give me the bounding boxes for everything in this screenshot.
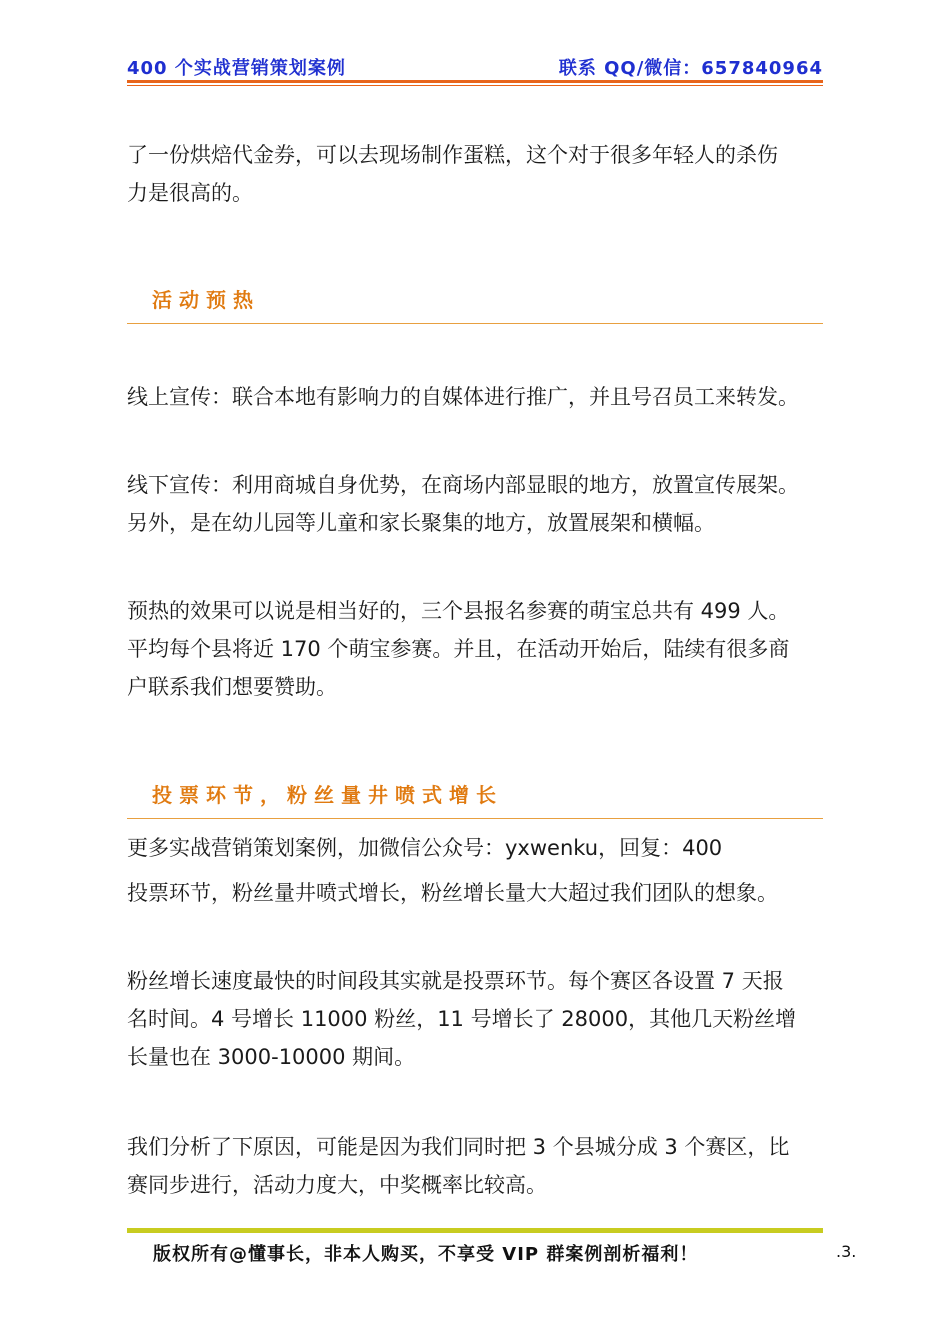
page-number: .3. <box>836 1242 857 1261</box>
text-line: 预热的效果可以说是相当好的，三个县报名参赛的萌宝总共有 499 人。 <box>127 599 790 623</box>
text-line: 另外，是在幼儿园等儿童和家长聚集的地方，放置展架和横幅。 <box>127 511 715 535</box>
text-line: 线下宣传：利用商城自身优势，在商场内部显眼的地方，放置宣传展架。 <box>127 473 799 497</box>
text-line: 投票环节，粉丝量井喷式增长，粉丝增长量大大超过我们团队的想象。 <box>127 881 778 905</box>
section-heading-warmup <box>127 284 823 324</box>
header-rule-thin <box>127 85 823 86</box>
text-line: 名时间。4 号增长 11000 粉丝，11 号增长了 28000，其他几天粉丝增 <box>127 1007 797 1031</box>
page-header <box>127 54 823 90</box>
text-line: 户联系我们想要赞助。 <box>127 675 337 699</box>
text-line: 了一份烘焙代金券，可以去现场制作蛋糕，这个对于很多年轻人的杀伤 <box>127 143 778 167</box>
paragraph-voucher <box>127 136 827 212</box>
header-rule-thick <box>127 80 823 83</box>
section-heading-voting <box>127 779 823 819</box>
paragraph-fan-growth <box>127 962 827 1076</box>
text-line: 粉丝增长速度最快的时间段其实就是投票环节。每个赛区各设置 7 天报 <box>127 969 784 993</box>
footer-rule <box>127 1228 823 1233</box>
text-line: 长量也在 3000-10000 期间。 <box>127 1045 416 1069</box>
text-line: 更多实战营销策划案例，加微信公众号：yxwenku，回复：400 <box>127 836 723 860</box>
paragraph-offline-promo <box>127 466 827 542</box>
paragraph-warmup-result <box>127 592 827 706</box>
section-heading-text: 投票环节，粉丝量井喷式增长 <box>152 783 503 807</box>
section-heading-rule <box>127 818 823 819</box>
header-title: 400 个实战营销策划案例 <box>127 58 346 79</box>
text-line: 我们分析了下原因，可能是因为我们同时把 3 个县城分成 3 个赛区，比 <box>127 1135 790 1159</box>
text-line: 赛同步进行，活动力度大，中奖概率比较高。 <box>127 1173 547 1197</box>
section-heading-rule <box>127 323 823 324</box>
header-contact: 联系 QQ/微信：657840964 <box>558 58 823 79</box>
section-heading-text: 活动预热 <box>152 288 260 312</box>
paragraph-voting-intro <box>127 829 827 912</box>
text-line: 力是很高的。 <box>127 181 253 205</box>
paragraph-analysis <box>127 1128 827 1204</box>
paragraph-online-promo <box>127 378 827 416</box>
text-line: 线上宣传：联合本地有影响力的自媒体进行推广，并且号召员工来转发。 <box>127 385 799 409</box>
text-line: 平均每个县将近 170 个萌宝参赛。并且，在活动开始后，陆续有很多商 <box>127 637 790 661</box>
footer-copyright: 版权所有@懂事长，非本人购买，不享受 VIP 群案例剖析福利！ <box>153 1244 699 1265</box>
